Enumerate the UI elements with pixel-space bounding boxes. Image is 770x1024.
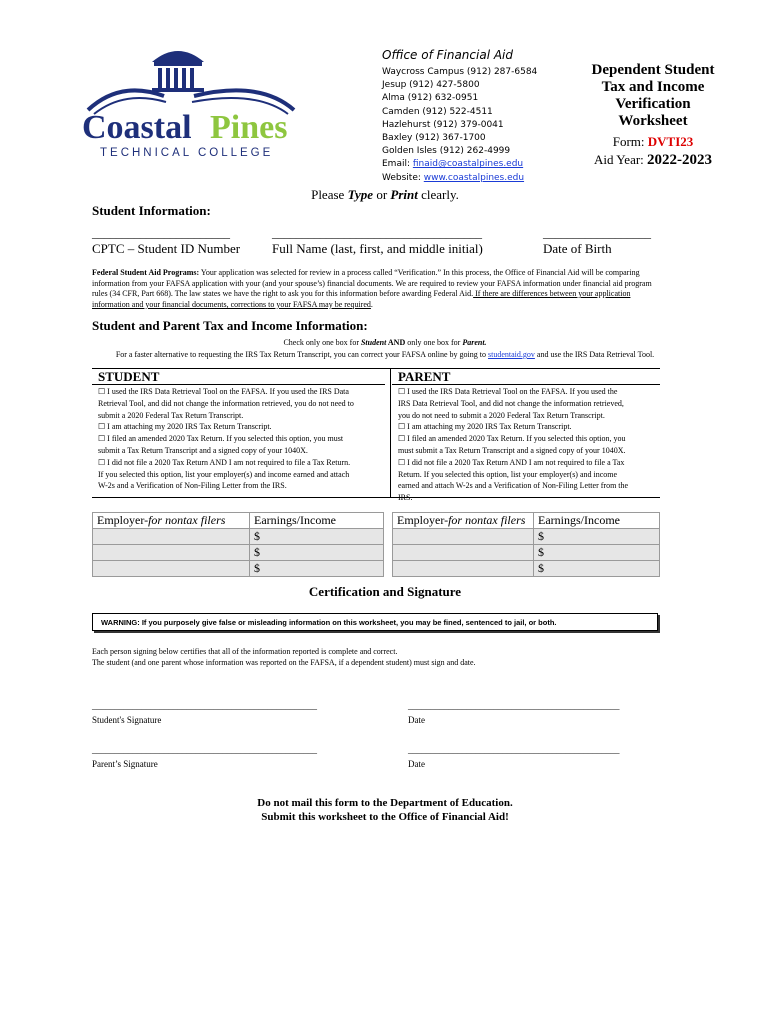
parent-signature-field[interactable]: __________________________________________________: [92, 745, 317, 755]
campus-line: Jesup (912) 427-5800: [382, 80, 480, 91]
office-title: Office of Financial Aid: [382, 48, 514, 62]
tax-section-title: Student and Parent Tax and Income Information:: [92, 318, 368, 333]
parent-option-line[interactable]: ☐ I did not file a 2020 Tax Return AND I am not required to file a Tax: [398, 457, 625, 467]
parent-option-line: IRS.: [398, 493, 413, 503]
certification-line: The student (and one parent whose information was reported on the FAFSA, if a dependent student) must sign and date.: [92, 658, 476, 667]
programs-underlined: If there are differences between your application information and your financial documents, corrections to your FAFSA may be required: [92, 289, 631, 309]
please-print: Print: [390, 187, 418, 202]
parent-column-header: PARENT: [392, 369, 660, 385]
form-title-line: Dependent Student: [591, 62, 715, 78]
please-or: or: [373, 187, 391, 202]
parent-option-line: IRS Data Retrieval Tool, and did not change the information retrieved,: [398, 398, 624, 408]
federal-aid-paragraph: [92, 268, 662, 310]
logo-wordmark-pines: Pines: [210, 109, 288, 146]
programs-lead: Federal Student Aid Programs:: [92, 268, 200, 277]
warning-box: WARNING: If you purposely give false or misleading information on this worksheet, you may be fined, sentenced to jail, or both.: [92, 613, 658, 631]
employer-header: [93, 513, 250, 529]
student-employer-table: [92, 512, 384, 577]
student-option-line: Retrieval Tool, and did not change the information retrieved, you do not need to: [98, 398, 354, 408]
student-option-line[interactable]: ☐ I used the IRS Data Retrieval Tool on the FAFSA. If you used the IRS Data: [98, 387, 349, 396]
employer-head: Employer-: [97, 513, 149, 527]
student-option-line[interactable]: ☐ I am attaching my 2020 IRS Tax Return Transcript.: [98, 422, 272, 432]
campus-line: Baxley (912) 367-1700: [382, 133, 486, 144]
form-title-block: [588, 62, 718, 169]
employer-cell[interactable]: [93, 529, 250, 545]
parent-option-line: must submit a Tax Return Transcript and a signed copy of your 1040X.: [398, 445, 626, 455]
earnings-cell[interactable]: $: [250, 529, 384, 545]
student-option-line[interactable]: ☐ I did not file a 2020 Tax Return AND I am not required to file a Tax Return.: [98, 457, 351, 467]
student-date-label: Date: [408, 715, 425, 725]
check-pre: Check only one box for: [283, 338, 361, 347]
email-link[interactable]: finaid@coastalpines.edu: [412, 159, 524, 170]
alt-post: and use the IRS Data Retrieval Tool.: [534, 350, 655, 359]
student-option-line: If you selected this option, list your employer(s) and income earned and attach: [98, 469, 350, 479]
logo-wordmark-coastal: Coastal: [82, 109, 192, 146]
programs-end: .: [370, 299, 373, 309]
full-name-label: Full Name (last, first, and middle initial): [272, 241, 483, 256]
programs-text: Your application was selected for review in a process called “Verification.” In this process, the Office of Financial Aid will be comparing information from your FAFSA application with your (and your spouse’s) financial documents. We are required to review your FAFSA information under financial aid program rules (34 CFR, Part 668). The law states we have the right to ask you for this information before awarding Federal Aid.: [92, 268, 652, 299]
aid-year-line: [588, 152, 718, 169]
student-id-field[interactable]: _______________________: [92, 226, 230, 240]
certification-line: Each person signing below certifies that all of the information reported is complete and correct.: [92, 647, 398, 656]
form-label: Form:: [612, 134, 648, 149]
earnings-cell[interactable]: $: [534, 545, 660, 561]
column-divider: [390, 369, 391, 497]
student-options: [98, 386, 388, 492]
earnings-cell[interactable]: $: [250, 545, 384, 561]
earnings-header: Earnings/Income: [534, 513, 660, 529]
website-link[interactable]: www.coastalpines.edu: [423, 172, 525, 183]
check-parent: Parent.: [462, 338, 487, 347]
employer-header: [393, 513, 534, 529]
please-text: Please: [311, 187, 348, 202]
student-signature-label: Student's Signature: [92, 715, 162, 725]
earnings-header: Earnings/Income: [250, 513, 384, 529]
please-post: clearly.: [417, 187, 459, 202]
aid-year: 2022-2023: [647, 152, 713, 168]
parent-date-label: Date: [408, 759, 425, 769]
employer-cell[interactable]: [93, 561, 250, 577]
email-label: Email:: [382, 159, 413, 170]
campus-line: Waycross Campus (912) 287-6584: [382, 67, 538, 77]
earnings-cell[interactable]: $: [534, 561, 660, 577]
form-title-line: Worksheet: [618, 113, 688, 129]
student-option-line: submit a 2020 Federal Tax Return Transcript.: [98, 410, 244, 420]
alternative-instruction: [0, 350, 770, 359]
aid-year-label: Aid Year:: [593, 152, 648, 167]
student-option-line: submit a Tax Return Transcript and a signed copy of your 1040X.: [98, 445, 308, 455]
campus-line: Alma (912) 632-0951: [382, 93, 479, 104]
certification-title: Certification and Signature: [308, 584, 462, 599]
parent-option-line: earned and attach W-2s and a Verification of Non-Filing Letter from the: [398, 481, 629, 491]
alt-pre: For a faster alternative to requesting the IRS Tax Return Transcript, you can correct your FAFSA online by going to: [115, 350, 489, 359]
contact-block: [382, 48, 582, 185]
earnings-cell[interactable]: $: [250, 561, 384, 577]
employer-cell[interactable]: [393, 545, 534, 561]
student-option-line: W-2s and a Verification of Non-Filing Letter from the IRS.: [98, 481, 287, 491]
campus-line: Golden Isles (912) 262-4999: [382, 146, 511, 157]
student-date-field[interactable]: _______________________________________________: [408, 701, 620, 711]
employer-cell[interactable]: [93, 545, 250, 561]
student-parent-table: [92, 368, 660, 503]
employer-cell[interactable]: [393, 561, 534, 577]
campus-line: Camden (912) 522-4511: [382, 106, 493, 117]
parent-employer-table: [392, 512, 660, 577]
earnings-cell[interactable]: $: [534, 529, 660, 545]
student-column-header: STUDENT: [92, 369, 385, 385]
dob-label: Date of Birth: [543, 241, 612, 256]
parent-date-field[interactable]: _______________________________________________: [408, 745, 620, 755]
full-name-field[interactable]: ___________________________________: [272, 226, 482, 240]
student-info-title: Student Information:: [92, 203, 211, 218]
form-code: DVTI23: [647, 134, 694, 149]
website-line: [382, 172, 582, 185]
check-student: Student: [360, 338, 387, 347]
footer-line: Submit this worksheet to the Office of Financial Aid!: [261, 811, 509, 823]
check-instruction: [0, 338, 770, 347]
check-and: AND: [386, 338, 406, 347]
employer-head: Employer-: [397, 513, 449, 527]
parent-options: [398, 386, 660, 504]
parent-signature-label: Parent’s Signature: [92, 759, 158, 769]
employer-cell[interactable]: [393, 529, 534, 545]
form-title-line: Tax and Income: [601, 79, 705, 95]
check-mid: only one box for: [405, 338, 463, 347]
dob-field[interactable]: __________________: [543, 226, 651, 240]
parent-option-line: Return. If you selected this option, list your employer(s) and income: [398, 469, 618, 479]
parent-option-line: you do not need to submit a 2020 Federal Tax Return Transcript.: [398, 410, 605, 420]
website-label: Website:: [382, 172, 424, 183]
student-signature-field[interactable]: __________________________________________________: [92, 701, 317, 711]
logo-subtitle: TECHNICAL COLLEGE: [100, 147, 274, 159]
parent-option-line[interactable]: ☐ I filed an amended 2020 Tax Return. If you selected this option, you: [398, 434, 626, 444]
student-id-label: CPTC – Student ID Number: [92, 241, 241, 256]
footer-line: Do not mail this form to the Department of Education.: [257, 797, 513, 809]
email-line: [382, 158, 582, 171]
student-option-line[interactable]: ☐ I filed an amended 2020 Tax Return. If you selected this option, you must: [98, 434, 344, 444]
campus-line: Hazlehurst (912) 379-0041: [382, 119, 504, 130]
coastal-pines-logo: [80, 40, 302, 160]
parent-option-line[interactable]: ☐ I am attaching my 2020 IRS Tax Return Transcript.: [398, 422, 572, 432]
print-instruction: [0, 187, 770, 203]
please-type: Type: [347, 187, 374, 202]
studentaid-link[interactable]: studentaid.gov: [488, 350, 535, 359]
form-code-line: [588, 134, 718, 150]
form-title-line: Verification: [615, 96, 691, 112]
parent-option-line[interactable]: ☐ I used the IRS Data Retrieval Tool on the FAFSA. If you used the: [398, 387, 618, 396]
employer-head-italic: for nontax filers: [148, 513, 226, 527]
employer-head-italic: for nontax filers: [448, 513, 526, 527]
